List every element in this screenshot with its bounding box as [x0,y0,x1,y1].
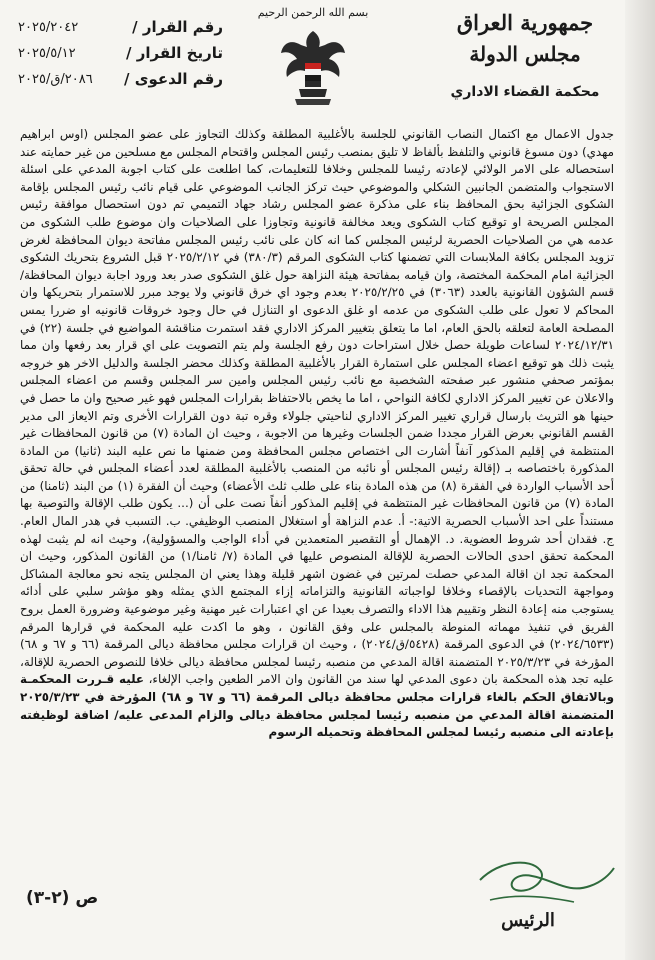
decision-number-label: رقم القرار / [132,18,223,36]
page-fold-shadow [625,0,655,960]
decision-date-label: تاريخ القرار / [126,44,223,62]
body-paragraph [20,126,614,742]
body-paragraph-text: جدول الاعمال مع اكتمال النصاب القانوني للجلسة بالأغلبية المطلقة وكذلك التجاوز على عضو المجلس (اوس ابراهيم مهدي) دون مسوغ قانوني والتلفظ بألفاظ لا تليق بمنصب رئيس المجلس واقتحام المجلس مع مسلحين من غير حمايته عند استحصاله على الامر الولائي لإعادته رئيسا للمجلس وخلافا للتعليمات، كما اطلعت على كتاب اجوبة المدعي على اسئلة الاستجواب والمتضمن الجانبين الشكلي والموضوعي حيث تركز الجانب الموضوعي على قيام نائب رئيس المجلس بإقامة الشكوى الجزائية بحق المحافظ بناء على مذكرة عضو المجلس رشاد جهاد التميمي تم دون استحصال موافقة رئيس المجلس الصريحة او توقيع كتاب الشكوى ويعد مخالفة قانونية وتجاوزا على الصلاحيات وان موضوع طلب الشكوى من عدمه هي من الصلاحيات الحصرية لرئيس المجلس كما انه كان على نائب رئيس المجلس مفاتحة ديوان المحافظة لغرض تزويد المجلس بكافة الملابسات التي تضمنها كتاب الشكوى المرقم (٣٨٠/٣) في ٢٠٢٥/٢/١٢ قبل الشروع بتحريك الشكوى الجزائية امام المحكمة المختصة، وان قيامه بمفاتحة هيئة النزاهة حول غلق الشكوى صدر بعد ورود اجابة ديوان المحافظة/ قسم الشؤون القانونية بالعدد (٣٠٦٣) في ٢٠٢٥/٢/٢٥ بعدم وجود اي خرق قانوني ولا يوجد مبرر للاستمرار بتحريكها وان المحاكم لا تعول على طلب الشكوى من عدمه او غلق الدعوى او التنازل في حال وجود خروقات قانونيه او ضررا يمس المصلحة العامة لتعلقه بالحق العام، اما ما يتعلق بتغيير المركز الاداري فقد استمرت مناقشة المواضيع في جلسة (٢٢) في ٢٠٢٤/١٢/٣١ لساعات طويلة حصل خلال استراحات دون رفع الجلسة ولم يتم التصويت على اي قرار بعد رفعها وان مما يثبت ذلك هو توقيع اعضاء المجلس على استمارة القرار بالأغلبية المطلقة وكذلك محضر الجلسة والدليل الاخر هو خروجه بمؤتمر صحفي منشور عبر صفحته الشخصية مع نائب رئيس المجلس وامين سر المجلس وقسم من اعضاء المجلس والاعلان عن تغيير المركز الاداري لكافة النواحي ، اما ما يخص بالاحتفاظ بقرارات المجلس فهو غير صحيح وان ما حصل في حينها هو التريث بارسال قراري تغيير المركز الاداري لناحيتي جلولاء وقره تبة دون القرارات الأخرى وتم الايعاز الى مدير القسم القانوني بعرض القرار مجددا ضمن الجلسات وغيرها من الاجوبة ، وحيث ان المادة (٧) من قانون المحافظات غير المنتظمة في إقليم المذكور آنفاً أشارت الى اختصاص مجلس المحافظة ومن ضمنها ما نص عليه البند (ثانيا) من المادة المذكورة باختصاصه بـ (إقالة رئيس المجلس أو نائبه من المنصب بالأغلبية المطلقة لعدد أعضاء المجلس في حالة تحقق أحد الأسباب الواردة في الفقرة (٨) من هذه المادة بناء على طلب ثلث الأعضاء) وحيث أن الفقرة (١) من البند (ثامنا) من المادة (٧) من قانون المحافظات غير المنتظمة في إقليم المذكور أنفاً نصت على أن (... يكون طلب الإقالة والتوصية بها مستنداً على احد الأسباب الحصرية الاتية:- أ. عدم النزاهة أو استغلال المنصب الوظيفي. ب. التسبب في هدر المال العام. ج. فقدان أحد شروط العضوية. د. الإهمال أو التقصير المتعمدين في أداء الواجب والمسؤولية)، وحيث انه لم يثبت لهذه المحكمة تحقق احدى الحالات الحصرية للإقالة المنصوص عليها في المادة (٧/ ثامنا/١) من القانون المذكور، وحيث ان المحكمة تجد ان اقالة المدعي حصلت لمرتين في غضون اشهر قليلة وهذا يعني ان المجلس يتجه نحو معالجة المشاكل ومواجهة التحديات بالإقصاء وخلافا لواجباته القانونية والتزاماته إزاء المجتمع الذي يمثله وهو مؤشر سلبي على أدائه يستوجب منه إعادة النظر وتقييم هذا الاداء والتصرف بعيدا عن اي اعتبارات غير مهنية وغير موضوعية وضرورة العمل بروح الفريق في تنفيذ مهماته المنوطة بالمجلس على وفق القانون ، وهو ما اكدت عليه المحكمة في قرارها المرقم (٢٠٢٤/٦٥٣٣) في الدعوى المرقمة (٥٤٢٨/ق/٢٠٢٤) ، وحيث ان قرارات مجلس محافظة ديالى المرقمة (٦٦ و ٦٧ و ٦٨) المؤرخة في ٢٠٢٥/٣/٢٣ المتضمنة اقالة المدعي من منصبه رئيسا لمجلس محافظة ديالى خلافا للنصوص الحصرية للإقالة، عليه تجد هذه المحكمة بان دعوى المدعي لها سند من القانون وان الامر الطعين واجب الإلغاء، [20,127,614,687]
court-name: محكمة القضاء الاداري [450,84,600,100]
council-name: مجلس الدولة [469,42,581,66]
country-name: جمهورية العراق [456,10,594,35]
eagle-emblem-icon [277,25,349,115]
decision-number-row [18,14,223,40]
decision-date-row [18,40,223,66]
page-number: ص (٢-٣) [26,888,99,908]
decision-info-block [18,14,223,92]
basmala: بسم الله الرحمن الرحيم [257,6,369,19]
case-number-label: رقم الدعوى / [124,70,223,88]
case-number-row [18,66,223,92]
institution-block [435,8,615,100]
signature-title: الرئيس [501,910,555,931]
decision-number-value: ٢٠٢٥/٢٠٤٢ [18,19,79,35]
decision-date-value: ٢٠٢٥/٥/١٢ [18,45,76,61]
decision-body [20,126,614,866]
ruling-text: عليه قـررت المحكمـة وبالاتفاق الحكم بالغاء قرارات مجلس محافظة ديالى المرقمة (٦٦ و ٦٧ و ٦٨) المؤرخة في ٢٠٢٥/٣/٢٣ المتضمنة اقالة المدعي من منصبه رئيسا لمجلس محافظة ديالى والزام المدعى عليه/ اضافة لوظيفته بإعادته الى منصبه رئيسا لمجلس المحافظة وتحميله الرسوم [20,672,614,740]
case-number-value: ٢٠٨٦/ق/٢٠٢٥ [18,71,93,87]
emblem-block [238,6,388,115]
